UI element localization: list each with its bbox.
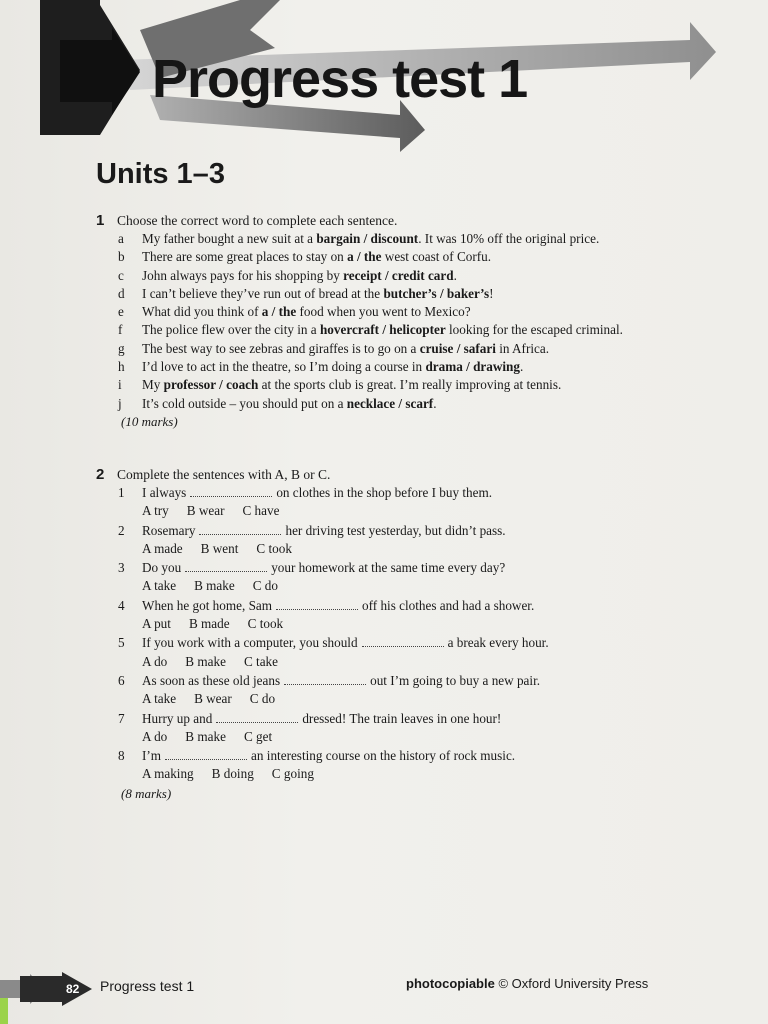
item-sentence (96, 747, 676, 765)
exercise-instruction: Complete the sentences with A, B or C. (117, 467, 331, 482)
sentence-text: When he got home, Sam (142, 597, 273, 613)
exercise-marks: (8 marks) (121, 785, 172, 801)
exercise-item (96, 248, 676, 266)
word-choice: bargain / discount (316, 231, 419, 246)
exercise-item (96, 230, 676, 248)
sentence-text: The police flew over the city in a (142, 322, 320, 338)
item-sentence (96, 672, 676, 690)
word-choice: hovercraft / helicopter (319, 322, 446, 338)
answer-options (96, 502, 676, 520)
exercise-item (96, 285, 676, 303)
item-letter: g (118, 340, 125, 356)
sentence-text: . (433, 395, 437, 411)
item-sentence (142, 376, 676, 394)
sentence-text: off his clothes and had a shower. (362, 597, 535, 613)
units-heading: Units 1–3 (96, 158, 225, 190)
item-number: 2 (118, 522, 125, 538)
sentence-text: I’m (142, 748, 162, 764)
item-letter: b (118, 249, 125, 265)
sentence-text: John always pays for his shopping by (142, 267, 344, 283)
exercise-number: 1 (96, 212, 105, 229)
word-choice: a / the (261, 304, 297, 320)
answer-option: C do (252, 578, 278, 594)
answer-options (96, 540, 676, 558)
answer-option: B make (194, 578, 235, 594)
exercise-item (96, 634, 676, 671)
answer-options (96, 765, 676, 783)
item-sentence (96, 710, 676, 728)
item-letter: f (118, 322, 123, 338)
sentence-text: If you work with a computer, you should (142, 635, 358, 651)
answer-options (96, 728, 676, 746)
sentence-text: The best way to see zebras and giraffes is to go on a (142, 340, 420, 356)
item-number: 8 (118, 748, 125, 764)
footer-title: Progress test 1 (100, 978, 195, 994)
exercise-2 (96, 466, 676, 803)
photocopiable-label: photocopiable (406, 976, 495, 991)
sentence-text: It’s cold outside – you should put on a (142, 395, 347, 411)
exercise-1 (96, 212, 676, 431)
sentence-text: My (142, 377, 164, 393)
exercise-1-items (96, 230, 676, 413)
answer-option: C get (243, 728, 273, 744)
sentence-text: . (519, 359, 524, 375)
exercise-item (96, 340, 676, 358)
item-sentence (142, 340, 676, 358)
page-number-arrow-icon (0, 972, 96, 1006)
publisher-label: © Oxford University Press (498, 976, 649, 991)
answer-option: C took (247, 616, 284, 632)
sentence-text: Do you (142, 560, 182, 576)
word-choice: cruise / safari (419, 340, 496, 356)
answer-blank[interactable] (362, 635, 444, 647)
sentence-text: Hurry up and (142, 710, 213, 726)
exercise-marks: (10 marks) (121, 413, 178, 429)
answer-options (96, 615, 676, 633)
answer-option: A do (142, 653, 168, 669)
exercise-item (96, 321, 676, 339)
answer-option: B make (185, 728, 226, 744)
exercise-item (96, 267, 676, 285)
item-sentence (96, 522, 676, 540)
sentence-text: on clothes in the shop before I buy them. (276, 485, 493, 500)
item-sentence (142, 267, 676, 285)
sentence-text: . It was 10% off the original price. (418, 231, 600, 246)
exercise-item (96, 358, 676, 376)
sentence-text: My father bought a new suit at a (142, 231, 317, 246)
word-choice: a / the (347, 249, 382, 265)
answer-option: C take (243, 653, 278, 669)
exercise-item (96, 522, 676, 559)
item-sentence (96, 559, 676, 577)
answer-option: B doing (211, 766, 254, 782)
answer-option: A put (142, 616, 171, 632)
exercise-item (96, 710, 676, 747)
answer-option: A take (142, 691, 177, 707)
answer-options (96, 690, 676, 708)
page-title: Progress test 1 (152, 49, 528, 109)
exercise-item (96, 597, 676, 634)
sentence-text: I always (142, 485, 187, 500)
page-footer (0, 968, 768, 1008)
exercise-1-header (96, 212, 676, 230)
answer-option: A try (142, 503, 169, 519)
exercise-item (96, 395, 676, 413)
answer-option: A made (142, 540, 183, 556)
sentence-text: dressed! The train leaves in one hour! (302, 710, 502, 726)
exercise-item (96, 484, 676, 521)
word-choice: butcher’s / baker’s (383, 285, 490, 301)
answer-option: B wear (186, 503, 225, 519)
answer-blank[interactable] (190, 485, 272, 497)
item-sentence (142, 230, 676, 248)
item-letter: a (118, 231, 124, 246)
word-choice: receipt / credit card (343, 267, 454, 283)
exercise-item (96, 559, 676, 596)
word-choice: professor / coach (163, 377, 259, 393)
exercise-2-items (96, 484, 676, 784)
page-number: 82 (66, 982, 80, 996)
sentence-text: Rosemary (142, 522, 196, 538)
answer-option: B make (185, 653, 226, 669)
sentence-text: west coast of Corfu. (381, 249, 492, 265)
word-choice: drama / drawing (425, 359, 520, 375)
answer-option: C going (271, 766, 314, 782)
sentence-text: looking for the escaped criminal. (445, 322, 623, 338)
item-letter: c (118, 267, 124, 283)
sentence-text: a break every hour. (447, 635, 549, 651)
item-number: 7 (118, 710, 125, 726)
sentence-text: your homework at the same time every day? (271, 560, 506, 576)
answer-option: A making (142, 766, 194, 782)
item-letter: j (118, 395, 122, 411)
answer-option: B made (188, 616, 230, 632)
item-number: 6 (118, 672, 125, 688)
exercise-item (96, 376, 676, 394)
answer-option: B wear (194, 691, 232, 707)
item-sentence (142, 303, 676, 321)
item-sentence (142, 248, 676, 266)
answer-option: C have (242, 503, 280, 519)
item-sentence (96, 597, 676, 615)
sentence-text: food when you went to Mexico? (296, 304, 471, 320)
exercise-item (96, 672, 676, 709)
item-sentence (96, 634, 676, 652)
item-letter: d (118, 285, 125, 301)
item-sentence (142, 395, 676, 413)
answer-blank[interactable] (284, 673, 366, 685)
answer-option: C do (249, 691, 276, 707)
sentence-text: I’d love to act in the theatre, so I’m doing a course in (142, 359, 426, 375)
sentence-text: There are some great places to stay on (142, 249, 348, 265)
answer-option: C took (256, 540, 292, 556)
sentence-text: her driving test yesterday, but didn’t pass. (285, 522, 506, 538)
footer-copyright (406, 976, 648, 991)
sentence-text: What did you think of (142, 304, 262, 320)
exercise-item (96, 747, 676, 784)
sentence-text: an interesting course on the history of rock music. (251, 748, 516, 764)
item-letter: e (118, 304, 124, 320)
answer-blank[interactable] (216, 711, 298, 723)
item-sentence (142, 285, 676, 303)
answer-blank[interactable] (199, 523, 281, 535)
sentence-text: . (453, 267, 457, 283)
item-number: 3 (118, 560, 125, 576)
sentence-text: As soon as these old jeans (142, 672, 281, 688)
item-number: 5 (118, 635, 125, 651)
answer-blank[interactable] (165, 748, 247, 760)
sentence-text: I can’t believe they’ve run out of bread at the (142, 285, 384, 301)
answer-options (96, 653, 676, 671)
sentence-text: in Africa. (495, 340, 550, 356)
item-letter: i (118, 377, 122, 393)
item-number: 4 (118, 597, 125, 613)
exercise-number: 2 (96, 466, 105, 483)
sentence-text: at the sports club is great. I’m really improving at tennis. (258, 377, 562, 393)
exercise-instruction: Choose the correct word to complete each sentence. (117, 213, 398, 228)
item-sentence (142, 358, 676, 376)
item-number: 1 (118, 485, 125, 500)
item-sentence (142, 321, 676, 339)
exercise-item (96, 303, 676, 321)
answer-options (96, 577, 676, 595)
item-sentence (96, 484, 676, 502)
answer-option: A do (142, 728, 168, 744)
word-choice: necklace / scarf (346, 395, 434, 411)
exercise-2-header (96, 466, 676, 484)
answer-option: B went (200, 540, 239, 556)
sentence-text: out I’m going to buy a new pair. (370, 672, 541, 688)
item-letter: h (118, 359, 125, 375)
answer-blank[interactable] (276, 598, 358, 610)
sentence-text: ! (489, 285, 494, 301)
answer-option: A take (142, 578, 177, 594)
answer-blank[interactable] (185, 560, 267, 572)
